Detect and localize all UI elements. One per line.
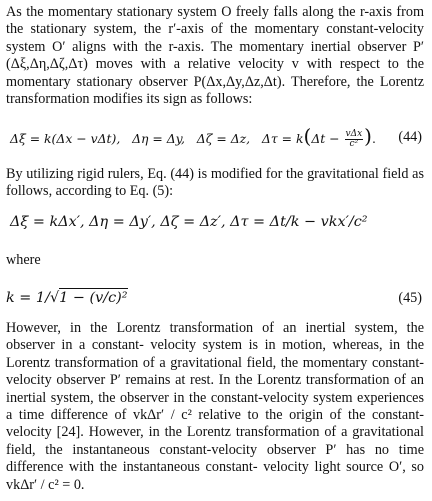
equation-gravitational-body: Δξ = kΔx′, Δη = Δy′, Δζ = Δz′, Δτ = Δt/k − vkx′/c²: [10, 214, 368, 231]
paragraph-where: where: [6, 252, 41, 268]
equation-gravitational: [6, 210, 426, 236]
paragraph-rigid-rulers: By utilizing rigid rulers, Eq. (44) is modified for the gravitational field as follows, according to Eq. (5):: [6, 166, 424, 200]
equation-44-body: Δξ = k(Δx − vΔt), Δη = Δy, Δζ = Δz, Δτ = k(Δt − vΔx c² ).: [10, 123, 376, 149]
equation-45-body: k = 1/√1 − (v/c)²: [6, 290, 128, 307]
equation-44-number: (44): [398, 129, 422, 146]
paragraph-discussion: However, in the Lorentz transformation of an inertial system, the observer in a constant- velocity system is in motion, whereas, in the Lorentz transformation of a gravitational field, the momentary constant- velocity observer P′ remains at rest. In the Lorentz transformation of an inertial system, the observer in the constant-velocity system experiences a time difference of vkΔr′ / c² relative to the origin of the constant- velocity [24]. However, in the Lorentz transformation of a gravitational field, the instantaneous constant-velocity observer P′ has no time difference with the instantaneous constant- velocity light source O′, so vkΔr′ / c² = 0.: [6, 320, 424, 493]
equation-44: [6, 123, 426, 153]
equation-45-number: (45): [398, 290, 422, 307]
equation-45: [6, 286, 426, 312]
paragraph-intro: As the momentary stationary system O freely falls along the r-axis from the stationary system, the r′-axis of the momentary constant-velocity system O′ aligns with the r-axis. The momentary inertial observer P′ (Δξ,Δη,Δζ,Δτ) moves with a relative velocity v with respect to the momentary stationary observer P(Δx,Δy,Δz,Δt). Therefore, the Lorentz transformation modifies its sign as follows:: [6, 4, 424, 108]
